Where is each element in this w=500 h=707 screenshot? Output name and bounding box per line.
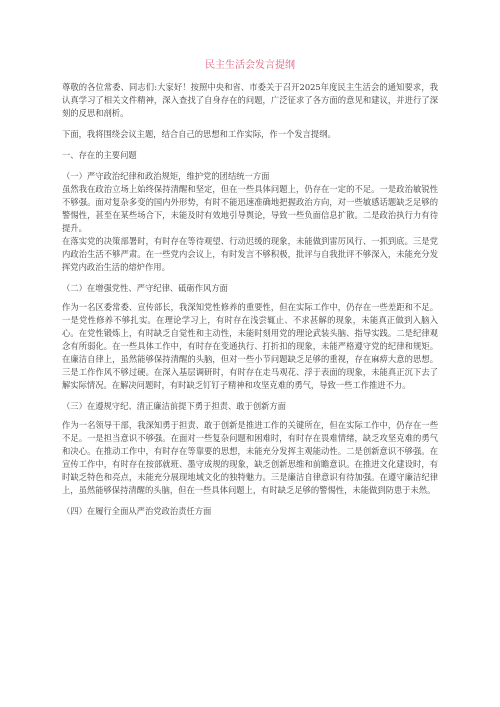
subsection-heading-3: （三）在遵规守纪、清正廉洁前提下勇于担责、敢于创新方面 [62,401,287,411]
subsection-1-paragraph-1: 虽然我在政治立场上始终保持清醒和坚定，但在一些具体问题上，仍存在一定的不足。一是政治敏锐性不够强。面对复杂多变的国内外形势，有时不能迅速准确地把握政治方向，对一些敏感话题缺乏足够的警惕性，甚至在某些场合下，未能及时有效地引导舆论，导致一些负面信息扩散。二是政治执行力有待提升。 [62,184,438,233]
lead-paragraph: 下面，我将围绕会议主题，结合自己的思想和工作实际，作一个发言提纲。 [62,129,336,139]
section-heading-problems: 一、存在的主要问题 [62,150,137,160]
intro-paragraph: 尊敬的各位常委、同志们:大家好！按照中央和省、市委关于召开2025年度民主生活会的通知要求，我认真学习了相关文件精神，深入查找了自身存在的问题，广泛征求了各方面的意见和建议，并进行了深刻的反思和剖析。 [62,82,438,118]
subsection-heading-4: （四）在履行全面从严治党政治责任方面 [62,506,212,516]
subsection-heading-2: （二）在增强党性、严守纪律、砥砺作风方面 [62,283,228,293]
document-title: 民主生活会发言提纲 [205,60,295,71]
subsection-heading-1: （一）严守政治纪律和政治规矩，维护党的团结统一方面 [62,171,270,181]
subsection-2-paragraph-1: 作为一名区委常委、宣传部长，我深知党性修养的重要性，但在实际工作中，仍存在一些差距和不足。一是党性修养不够扎实。在理论学习上，有时存在浅尝辄止、不求甚解的现象，未能真正做到入脑入心。在党性锻炼上，有时缺乏自觉性和主动性，未能时刻用党的理论武装头脑、指导实践。二是纪律观念有所弱化。在一些具体工作中，有时存在变通执行、打折扣的现象，未能严格遵守党的纪律和规矩。在廉洁自律上，虽然能够保持清醒的头脑，但对一些小节问题缺乏足够的重视，存在麻痹大意的思想。三是工作作风不够过硬。在深入基层调研时，有时存在走马观花、浮于表面的现象，未能真正沉下去了解实际情况。在解决问题时，有时缺乏钉钉子精神和攻坚克难的勇气，导致一些工作推进不力。 [62,302,438,390]
subsection-1-paragraph-2: 在落实党的决策部署时，有时存在等待观望、行动迟缓的现象，未能做到雷厉风行、一抓到底。三是党内政治生活不够严肃。在一些党内会议上，有时发言不够积极，批评与自我批评不够深入，未能充分发挥党内政治生活的熔炉作用。 [62,236,438,272]
subsection-3-paragraph-1: 作为一名领导干部，我深知勇于担责、敢于创新是推进工作的关键所在，但在实际工作中，仍存在一些不足。一是担当意识不够强。在面对一些复杂问题和困难时，有时存在畏难情绪，缺乏攻坚克难的勇气和决心。在推动工作中，有时存在等靠要的思想，未能充分发挥主观能动性。二是创新意识不够强。在宣传工作中，有时存在按部就班、墨守成规的现象，缺乏创新思维和前瞻意识。在推进文化建设时，有时缺乏特色和亮点，未能充分展现地域文化的独特魅力。三是廉洁自律意识有待加强。在遵守廉洁纪律上，虽然能够保持清醒的头脑，但在一些具体问题上，有时缺乏足够的警惕性，未能做到防患于未然。 [62,420,438,495]
